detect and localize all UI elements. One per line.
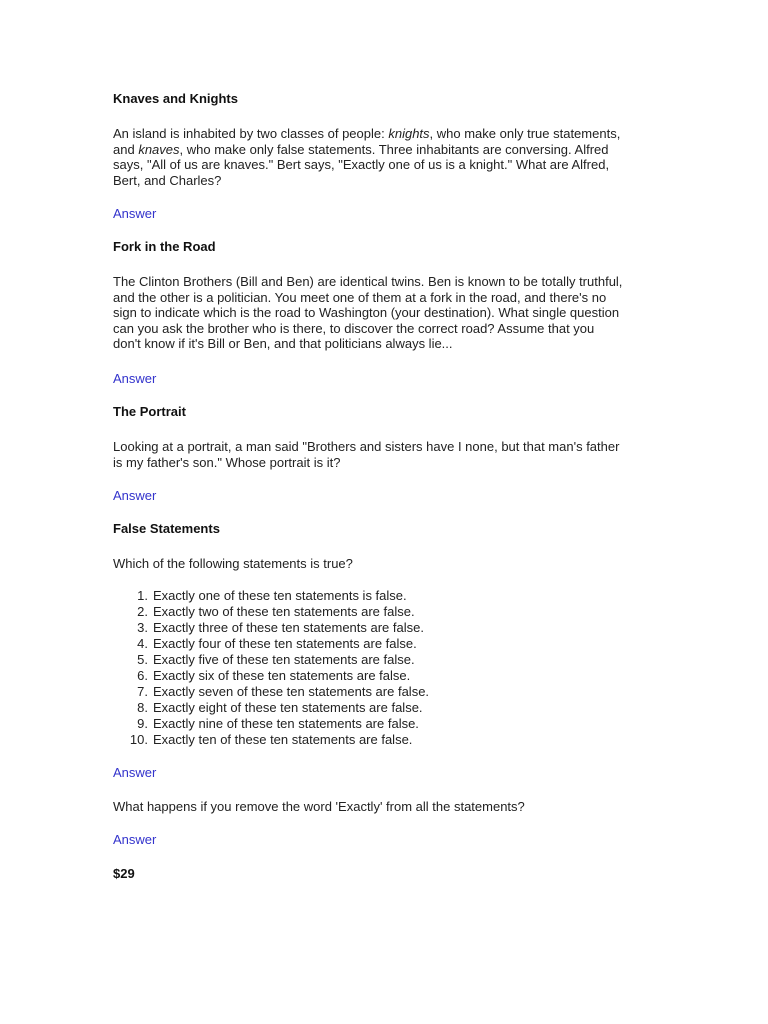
text-span: , who make only true statements,: [429, 126, 621, 141]
list-item: [113, 684, 429, 700]
para-line: Looking at a portrait, a man said "Brothers and sisters have I none, but that man's father: [113, 439, 620, 454]
list-item-text: Exactly nine of these ten statements are false.: [153, 716, 419, 731]
false-statements-question: Which of the following statements is true?: [113, 556, 353, 571]
text-span: An island is inhabited by two classes of people:: [113, 126, 389, 141]
paragraph-knaves-and-knights: [113, 126, 673, 188]
para-line: [113, 142, 673, 158]
list-item-text: Exactly six of these ten statements are false.: [153, 668, 411, 683]
answer-link-fork[interactable]: Answer: [113, 371, 157, 386]
list-item: [113, 652, 429, 668]
list-item: [113, 716, 429, 732]
heading-the-portrait: The Portrait: [113, 404, 186, 419]
list-item-text: Exactly five of these ten statements are false.: [153, 652, 415, 667]
list-item: [113, 620, 429, 636]
list-item-text: Exactly two of these ten statements are false.: [153, 604, 415, 619]
para-line: [113, 126, 673, 142]
para-line: and the other is a politician. You meet one of them at a fork in the road, and there's no: [113, 289, 607, 305]
heading-false-statements: False Statements: [113, 521, 220, 536]
list-item-number: 2.: [137, 604, 148, 619]
list-item: [113, 732, 429, 748]
paragraph-fork-in-the-road: [113, 274, 673, 352]
para-line: Bert, and Charles?: [113, 172, 222, 188]
list-item-text: Exactly four of these ten statements are false.: [153, 636, 417, 651]
list-item-text: Exactly seven of these ten statements are false.: [153, 684, 430, 699]
list-item-number: 6.: [137, 668, 148, 683]
emphasis-knights: knights: [388, 126, 430, 141]
para-line: can you ask the brother who is there, to discover the correct road? Assume that you: [113, 320, 595, 336]
list-item-text: Exactly one of these ten statements is false.: [153, 588, 407, 603]
paragraph-the-portrait: [113, 439, 673, 470]
list-item: [113, 668, 429, 684]
answer-link-followup[interactable]: Answer: [113, 832, 157, 847]
list-item-number: 4.: [137, 636, 148, 651]
text-span: and: [113, 141, 139, 157]
para-line: sign to indicate which is the road to Washington (your destination). What single question: [113, 305, 620, 320]
answer-link-false-statements[interactable]: Answer: [113, 765, 157, 780]
para-line: don't know if it's Bill or Ben, and that politicians always lie...: [113, 336, 453, 351]
list-item-number: 5.: [137, 652, 148, 667]
answer-link-knaves[interactable]: Answer: [113, 206, 157, 221]
list-item-text: Exactly three of these ten statements are false.: [153, 620, 424, 635]
list-item: [113, 588, 429, 604]
list-item-text: Exactly eight of these ten statements are false.: [153, 700, 423, 715]
list-item: [113, 700, 429, 716]
para-line: is my father's son." Whose portrait is it?: [113, 454, 341, 470]
list-item: [113, 636, 429, 652]
list-item: [113, 604, 429, 620]
answer-link-portrait[interactable]: Answer: [113, 488, 157, 503]
list-item-number: 8.: [137, 700, 148, 715]
para-line: says, "All of us are knaves." Bert says, "Exactly one of us is a knight." What are Alfred,: [113, 157, 610, 172]
statements-list: [113, 588, 429, 748]
heading-fork-in-the-road: Fork in the Road: [113, 239, 216, 254]
text-span: , who make only false statements. Three inhabitants are conversing. Alfred: [179, 141, 609, 157]
list-item-number: 1.: [137, 588, 148, 603]
para-line: The Clinton Brothers (Bill and Ben) are identical twins. Ben is known to be totally truthful,: [113, 274, 623, 289]
heading-knaves-and-knights: Knaves and Knights: [113, 91, 238, 106]
list-item-text: Exactly ten of these ten statements are false.: [153, 732, 413, 747]
emphasis-knaves: knaves: [138, 141, 180, 157]
list-item-number: 10.: [129, 732, 148, 747]
list-item-number: 3.: [137, 620, 148, 635]
false-statements-followup: What happens if you remove the word 'Exactly' from all the statements?: [113, 799, 525, 814]
list-item-number: 7.: [137, 684, 148, 699]
list-item-number: 9.: [137, 716, 148, 731]
heading-29-dollars: $29: [113, 866, 135, 881]
